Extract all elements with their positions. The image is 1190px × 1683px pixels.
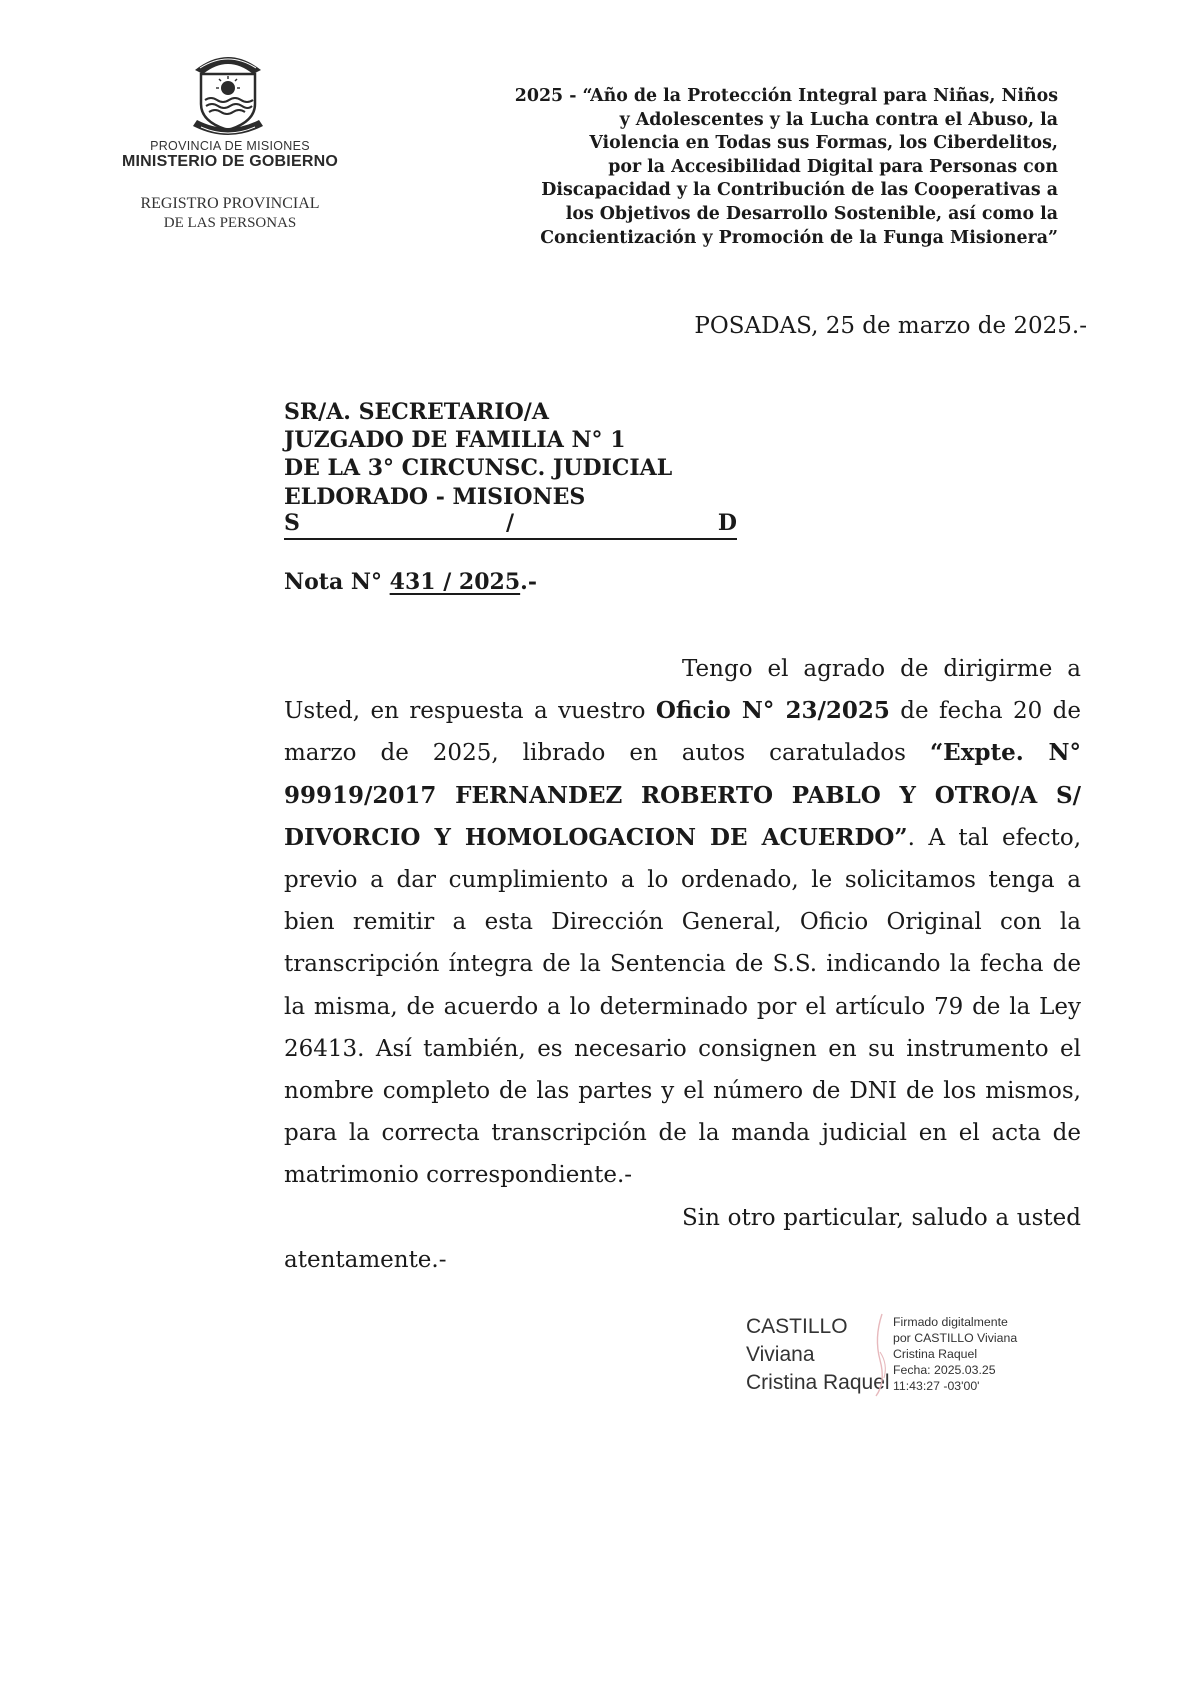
provincial-coat-of-arms-logo xyxy=(187,46,269,142)
year-motto xyxy=(440,85,1058,250)
motto-line: Discapacidad y la Contribución de las Cooperativas a xyxy=(541,180,1058,201)
note-label: Nota N° xyxy=(284,569,382,595)
motto-line: y Adolescentes y la Lucha contra el Abuso, la xyxy=(619,109,1058,130)
motto-line: los Objetivos de Desarrollo Sostenible, así como la xyxy=(565,203,1058,224)
sd-slash: / xyxy=(506,510,515,536)
letter-body xyxy=(284,648,1081,1281)
motto-line: 2025 - “Año de la Protección Integral para Niñas, Niños xyxy=(514,86,1058,106)
body-paragraph xyxy=(284,648,1081,1197)
signature-info-line: 11:43:27 -03'00' xyxy=(893,1379,980,1393)
addressee-line: JUZGADO DE FAMILIA N° 1 xyxy=(284,427,626,454)
registry-name-line2: DE LAS PERSONAS xyxy=(163,215,297,231)
signer-name xyxy=(746,1313,890,1397)
signature-info-line: por CASTILLO Viviana xyxy=(893,1331,1018,1345)
sd-s: S xyxy=(284,510,300,536)
addressee-line: ELDORADO - MISIONES xyxy=(284,483,586,510)
closing-paragraph: Sin otro particular, saludo a usted atentamente.- xyxy=(284,1204,1081,1273)
signature-info-line: Fecha: 2025.03.25 xyxy=(893,1363,996,1377)
place-and-date: POSADAS, 25 de marzo de 2025.- xyxy=(694,313,1087,339)
note-number xyxy=(284,569,537,595)
digital-signature-info xyxy=(893,1314,1017,1394)
motto-line: por la Accesibilidad Digital para Personas con xyxy=(608,156,1058,177)
note-number-value: 431 / 2025 xyxy=(389,569,521,595)
province-name: PROVINCIA DE MISIONES xyxy=(150,139,310,153)
oficio-reference: Oficio N° 23/2025 xyxy=(655,697,890,725)
signer-name-line: CASTILLO xyxy=(746,1315,848,1338)
body-text: de fecha 20 de marzo de 2025, librado en autos caratulados xyxy=(284,698,1081,767)
note-suffix: .- xyxy=(520,569,537,595)
case-reference: “Expte. N° 99919/2017 FERNANDEZ ROBERTO PABLO Y OTRO/A S/ DIVORCIO Y HOMOLOGACION DE ACUERDO” xyxy=(284,739,1081,851)
motto-line: Violencia en Todas sus Formas, los Ciberdelitos, xyxy=(589,133,1058,154)
body-text: Tengo el agrado de dirigirme a Usted, en respuesta a vuestro xyxy=(284,656,1081,725)
signer-name-line: Cristina Raquel xyxy=(746,1371,890,1394)
su-despacho-line xyxy=(284,510,737,540)
signer-name-line: Viviana xyxy=(746,1343,815,1366)
signature-info-line: Firmado digitalmente xyxy=(893,1315,1008,1329)
addressee-line: DE LA 3° CIRCUNSC. JUDICIAL xyxy=(284,455,673,482)
addressee-block xyxy=(284,398,672,511)
signature-info-line: Cristina Raquel xyxy=(893,1347,978,1361)
registry-name-line1: REGISTRO PROVINCIAL xyxy=(140,195,320,212)
ministry-name: MINISTERIO DE GOBIERNO xyxy=(122,153,338,170)
body-text: . A tal efecto, previo a dar cumplimiento a lo ordenado, le solicitamos tenga a bien remitir a esta Dirección General, Oficio Original con la transcripción íntegra de la Sentencia de S.S. indicando la fecha de la misma, de acuerdo a lo determinado por el artículo 79 de la Ley 26413. Así también, es necesario consignen en su instrumento el nombre completo de las partes y el número de DNI de los mismos, para la correcta transcripción de la manda judicial en el acta de matrimonio correspondiente.- xyxy=(284,824,1082,1189)
motto-line: Concientización y Promoción de la Funga Misionera” xyxy=(540,227,1058,248)
sd-d: D xyxy=(717,510,737,536)
addressee-line: SR/A. SECRETARIO/A xyxy=(284,399,549,425)
